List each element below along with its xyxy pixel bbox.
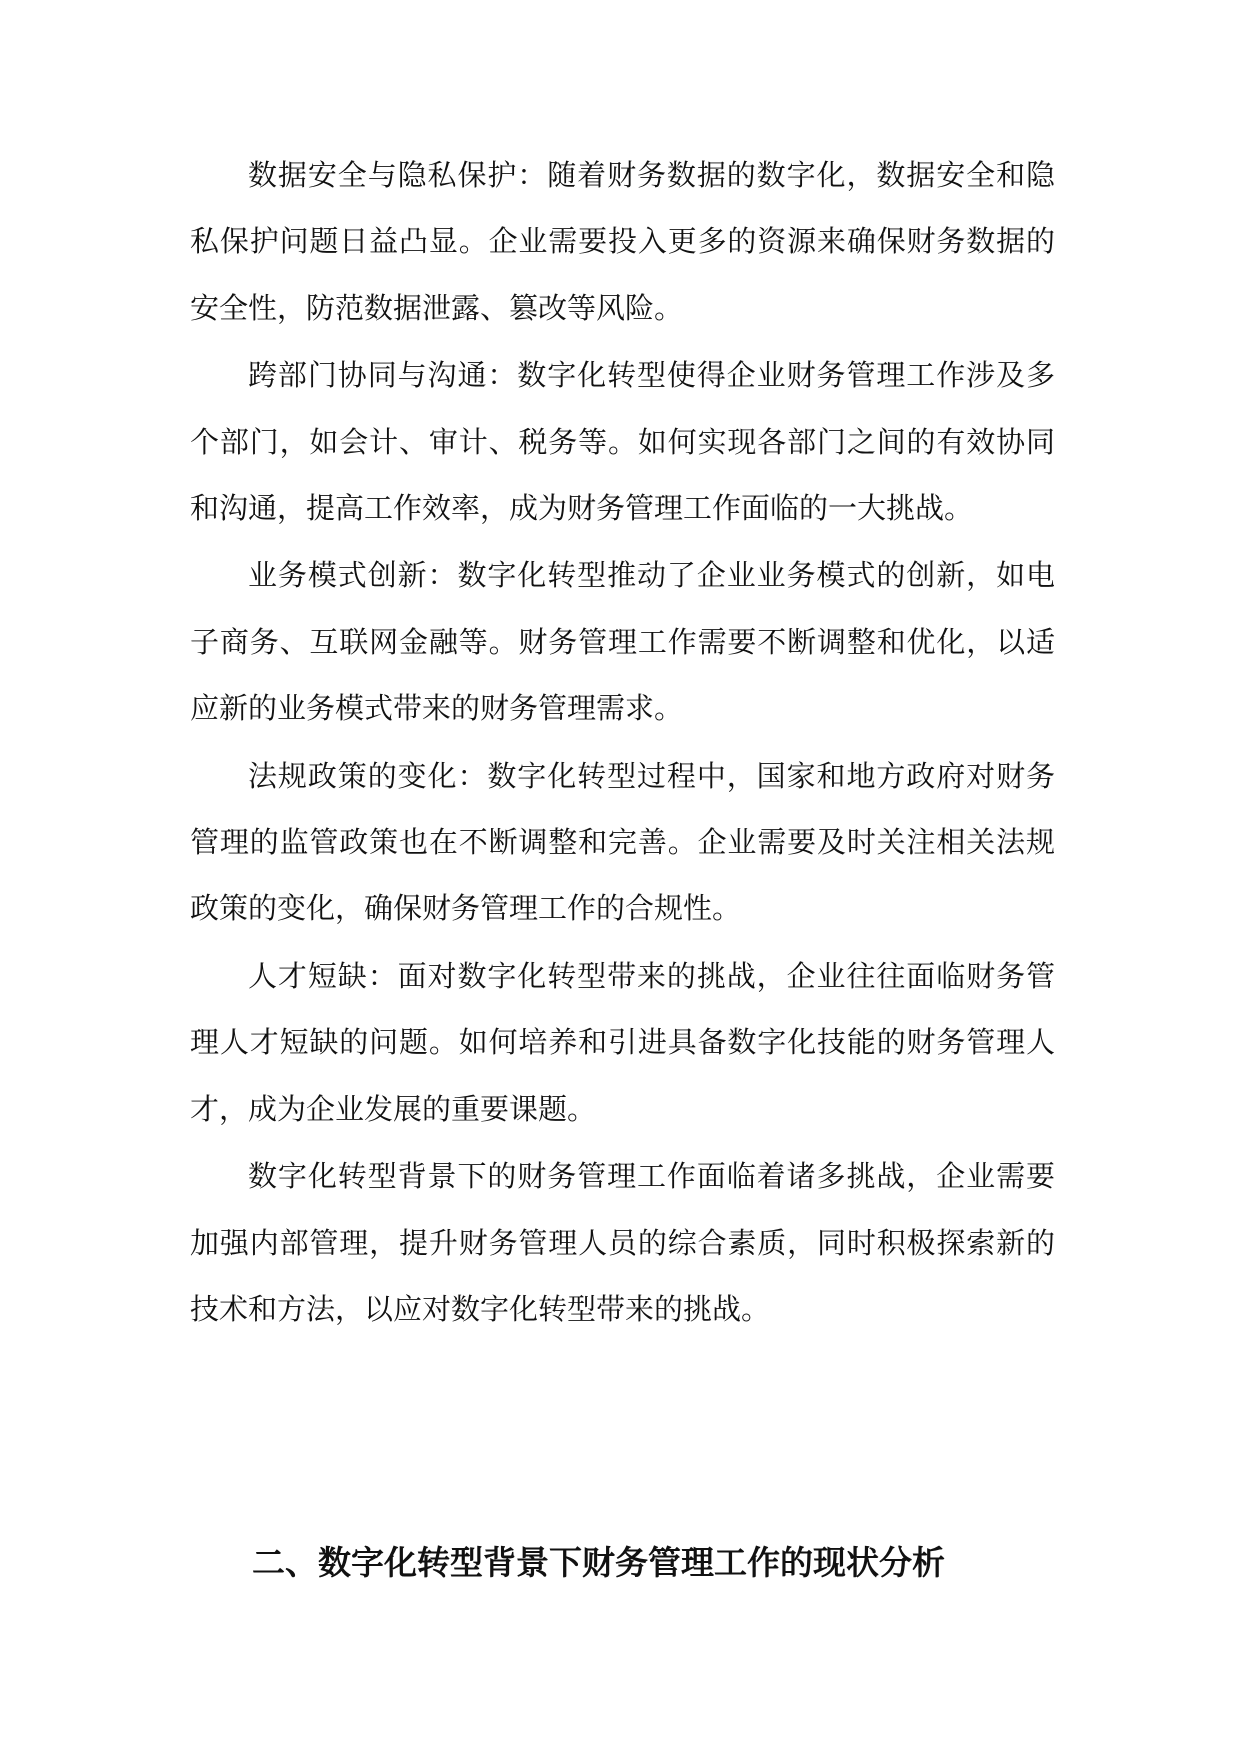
paragraph-summary: 数字化转型背景下的财务管理工作面临着诸多挑战，企业需要加强内部管理，提升财务管理人员的综合素质，同时积极探索新的技术和方法，以应对数字化转型带来的挑战。 bbox=[190, 1159, 1055, 1326]
body-text bbox=[190, 142, 1055, 1343]
paragraph-cross-department: 跨部门协同与沟通：数字化转型使得企业财务管理工作涉及多个部门，如会计、审计、税务等。如何实现各部门之间的有效协同和沟通，提高工作效率，成为财务管理工作面临的一大挑战。 bbox=[190, 358, 1055, 526]
paragraph-talent-shortage: 人才短缺：面对数字化转型带来的挑战，企业往往面临财务管理人才短缺的问题。如何培养和引进具备数字化技能的财务管理人才，成为企业发展的重要课题。 bbox=[190, 958, 1055, 1126]
paragraph-data-security: 数据安全与隐私保护：随着财务数据的数字化，数据安全和隐私保护问题日益凸显。企业需要投入更多的资源来确保财务数据的安全性，防范数据泄露、篡改等风险。 bbox=[190, 158, 1055, 325]
paragraph-business-model: 业务模式创新：数字化转型推动了企业业务模式的创新，如电子商务、互联网金融等。财务管理工作需要不断调整和优化，以适应新的业务模式带来的财务管理需求。 bbox=[190, 558, 1055, 726]
paragraph-regulation: 法规政策的变化：数字化转型过程中，国家和地方政府对财务管理的监管政策也在不断调整和完善。企业需要及时关注相关法规政策的变化，确保财务管理工作的合规性。 bbox=[190, 758, 1055, 926]
section-heading: 二、数字化转型背景下财务管理工作的现状分析 bbox=[252, 1543, 945, 1582]
